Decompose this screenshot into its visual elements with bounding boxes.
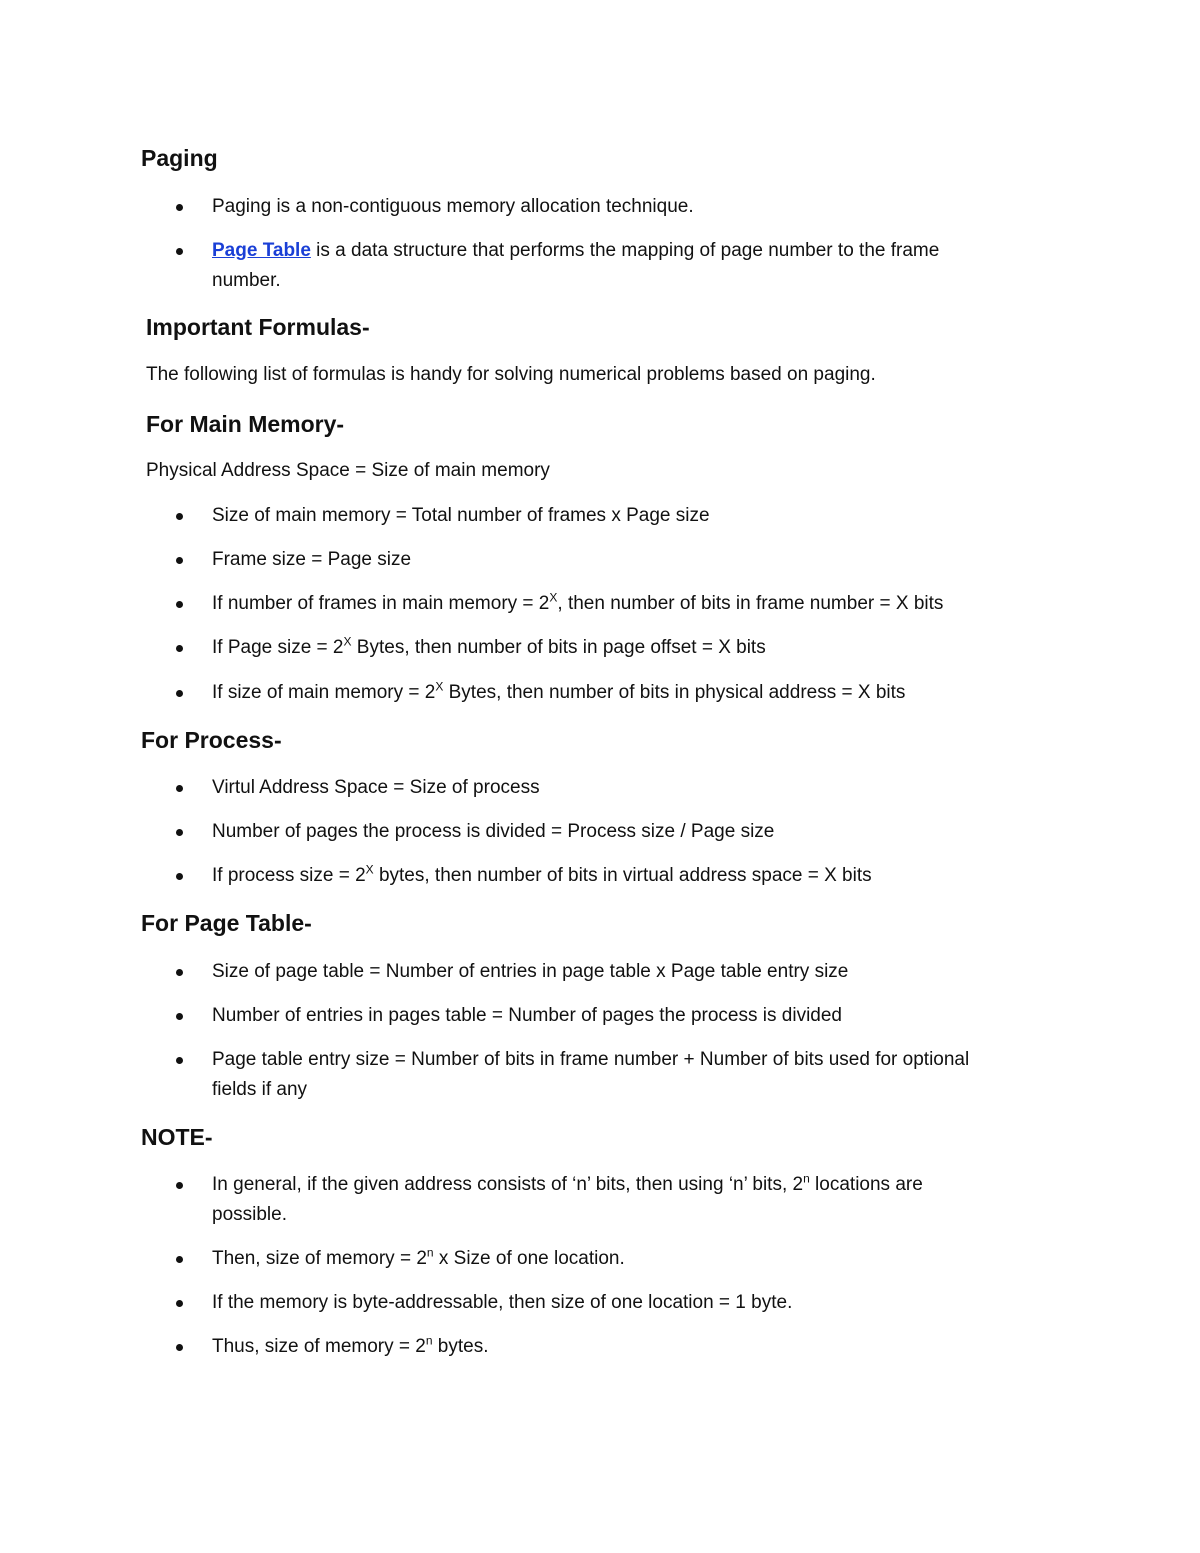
list-item: Size of main memory = Total number of frames x Page size bbox=[0, 501, 1052, 531]
heading-paging: Paging bbox=[141, 145, 218, 171]
list-item: If the memory is byte-addressable, then size of one location = 1 byte. bbox=[0, 1288, 1052, 1318]
bullet-icon bbox=[176, 1300, 183, 1307]
bullet-icon bbox=[176, 204, 183, 211]
list-item: Paging is a non-contiguous memory allocation technique. bbox=[0, 192, 1052, 222]
main-memory-list bbox=[0, 501, 1200, 708]
heading-page-table: For Page Table- bbox=[141, 910, 312, 936]
list-item: If number of frames in main memory = $2^X$, then number of bits in frame number = X bits bbox=[0, 589, 1052, 619]
list-item: Number of entries in pages table = Number of pages the process is divided bbox=[0, 1001, 1052, 1031]
heading-process: For Process- bbox=[141, 727, 282, 753]
bullet-icon bbox=[176, 248, 183, 255]
page-table-link[interactable]: Page Table bbox=[212, 240, 311, 261]
heading-note: NOTE- bbox=[141, 1124, 213, 1150]
bullet-icon bbox=[176, 1013, 183, 1020]
bullet-icon bbox=[176, 1256, 183, 1263]
list-item: Number of pages the process is divided = Process size / Page size bbox=[0, 817, 1052, 847]
list-item: Frame size = Page size bbox=[0, 545, 1052, 575]
bullet-icon bbox=[176, 785, 183, 792]
bullet-icon bbox=[176, 1344, 183, 1351]
bullet-icon bbox=[176, 601, 183, 608]
list-item: Virtul Address Space = Size of process bbox=[0, 773, 1052, 803]
formulas-intro: The following list of formulas is handy for solving numerical problems based on paging. bbox=[146, 364, 876, 385]
list-item: If process size = $2^X$ bytes, then number of bits in virtual address space = X bits bbox=[0, 861, 1052, 891]
page-table-list bbox=[0, 957, 1200, 1105]
heading-main-memory: For Main Memory- bbox=[146, 411, 345, 437]
list-item: Page Table is a data structure that performs the mapping of page number to the frame number. bbox=[0, 236, 1052, 296]
list-item: Size of page table = Number of entries in page table x Page table entry size bbox=[0, 957, 1052, 987]
list-item: Then, size of memory = $2^n$ x Size of one location. bbox=[0, 1244, 1052, 1274]
main-memory-intro: Physical Address Space = Size of main memory bbox=[146, 460, 550, 481]
note-list bbox=[0, 1170, 1200, 1362]
bullet-icon bbox=[176, 1057, 183, 1064]
process-list bbox=[0, 773, 1200, 891]
list-item: Page table entry size = Number of bits in frame number + Number of bits used for optional fields if any bbox=[0, 1045, 1052, 1105]
bullet-icon bbox=[176, 829, 183, 836]
paging-list bbox=[0, 192, 1200, 296]
heading-important-formulas: Important Formulas- bbox=[146, 314, 370, 340]
list-item: If size of main memory = $2^X$ Bytes, then number of bits in physical address = X bits bbox=[0, 678, 1052, 708]
list-item: In general, if the given address consists of ‘n’ bits, then using ‘n’ bits, 2$^n$ locations are possible. bbox=[0, 1170, 1052, 1230]
bullet-icon bbox=[176, 969, 183, 976]
bullet-icon bbox=[176, 513, 183, 520]
list-item: Thus, size of memory = $2^n$ bytes. bbox=[0, 1332, 1052, 1362]
list-item: If Page size = $2^X$ Bytes, then number of bits in page offset = X bits bbox=[0, 633, 1052, 663]
bullet-icon bbox=[176, 873, 183, 880]
bullet-icon bbox=[176, 645, 183, 652]
bullet-icon bbox=[176, 557, 183, 564]
bullet-icon bbox=[176, 690, 183, 697]
bullet-icon bbox=[176, 1182, 183, 1189]
